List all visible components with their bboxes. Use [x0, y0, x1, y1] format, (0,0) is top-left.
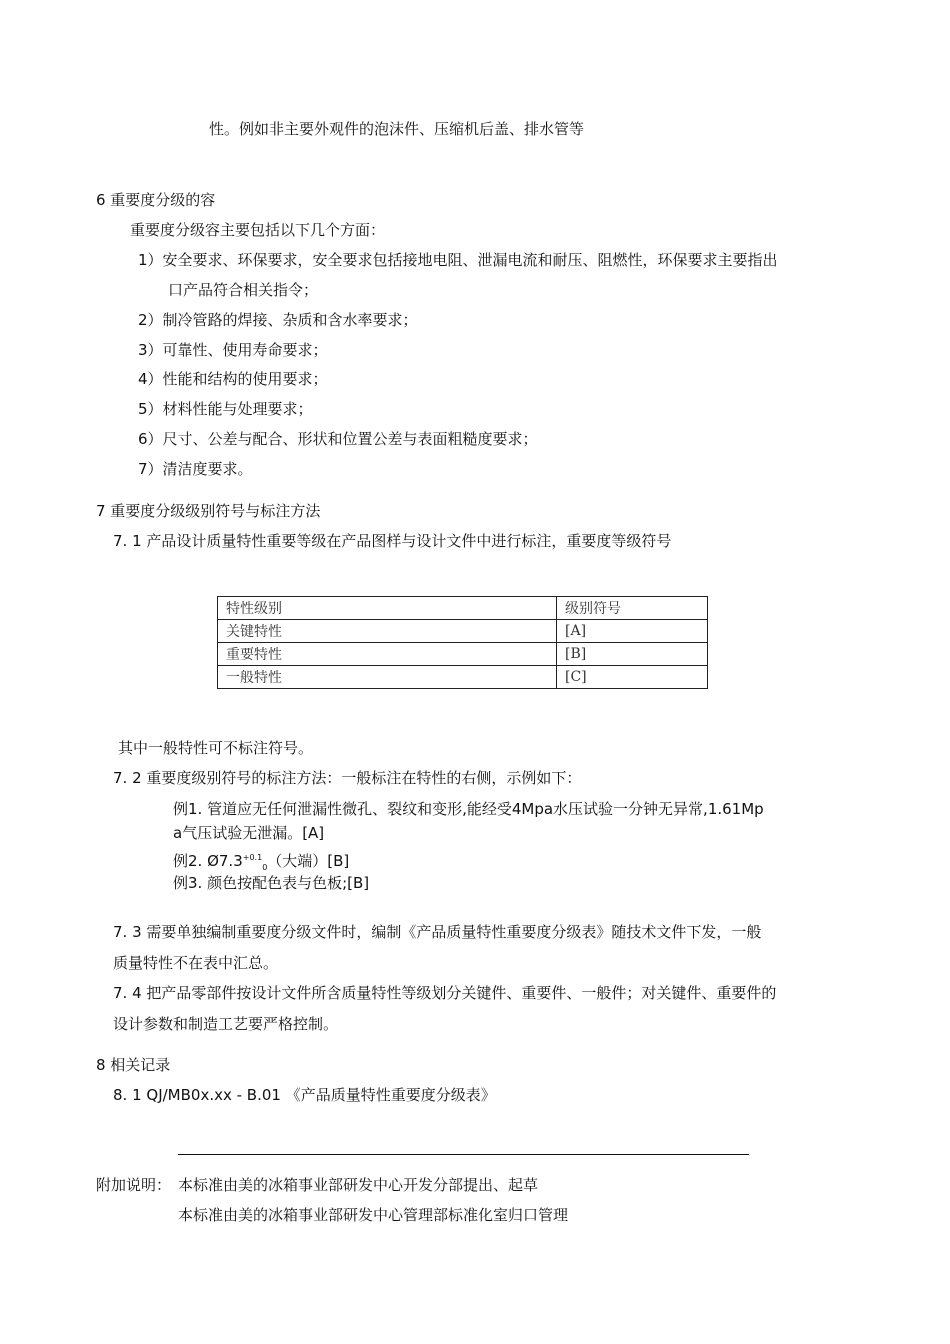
table-note: 其中一般特性可不标注符号。 [118, 739, 314, 757]
list-item: 5）材料性能与处理要求； [138, 400, 313, 418]
table-cell: 重要特性 [218, 643, 557, 666]
table-row [218, 666, 708, 689]
section-6-intro: 重要度分级容主要包括以下几个方面： [130, 221, 386, 239]
grade-table [217, 596, 708, 689]
list-item: 6）尺寸、公差与配合、形状和位置公差与表面粗糙度要求； [138, 430, 538, 448]
section-8-title: 8 相关记录 [96, 1056, 171, 1074]
footer-label: 附加说明： [96, 1176, 172, 1194]
footer-line-1: 本标准由美的冰箱事业部研发中心开发分部提出、起草 [178, 1176, 539, 1194]
table-header: 特性级别 [218, 597, 557, 620]
list-item: 4）性能和结构的使用要求； [138, 370, 328, 388]
example-2-prefix: 例2. Ø7.3 [173, 852, 243, 870]
footer-divider [178, 1154, 749, 1155]
top-continuation: 性。例如非主要外观件的泡沫件、压缩机后盖、排水管等 [209, 120, 585, 138]
list-item: 2）制冷管路的焊接、杂质和含水率要求； [138, 311, 418, 329]
section-7-2: 7. 2 重要度级别符号的标注方法：一般标注在特性的右侧，示例如下： [113, 769, 582, 787]
footer-line-2: 本标准由美的冰箱事业部研发中心管理部标准化室归口管理 [178, 1206, 569, 1224]
table-header: 级别符号 [557, 597, 708, 620]
list-item: 7）清洁度要求。 [138, 460, 253, 478]
list-item: 口产品符合相关指令； [168, 281, 319, 299]
list-item: 3）可靠性、使用寿命要求； [138, 341, 328, 359]
table-row [218, 643, 708, 666]
section-6-title: 6 重要度分级的容 [96, 191, 216, 209]
section-8-1: 8. 1 QJ/MB0x.xx - B.01 《产品质量特性重要度分级表》 [113, 1086, 496, 1104]
table-cell: 一般特性 [218, 666, 557, 689]
section-7-1: 7. 1 产品设计质量特性重要等级在产品图样与设计文件中进行标注，重要度等级符号 [113, 532, 672, 550]
tolerance-lower: 0 [262, 863, 268, 872]
section-7-4-line-1: 7. 4 把产品零部件按设计文件所含质量特性等级划分关键件、重要件、一般件；对关键件、重要件的 [113, 984, 777, 1002]
table-cell: 关键特性 [218, 620, 557, 643]
section-7-3-line-2: 质量特性不在表中汇总。 [113, 954, 279, 972]
section-7-4-line-2: 设计参数和制造工艺要严格控制。 [113, 1015, 339, 1033]
example-3: 例3. 颜色按配色表与色板;[B] [173, 874, 370, 892]
example-1-line-2: a气压试验无泄漏。[A] [173, 824, 325, 842]
table-header-row [218, 597, 708, 620]
table-row [218, 620, 708, 643]
table-cell: [A] [557, 620, 708, 643]
table-cell: [B] [557, 643, 708, 666]
section-7-3-line-1: 7. 3 需要单独编制重要度分级文件时，编制《产品质量特性重要度分级表》随技术文件下发，一般 [113, 923, 762, 941]
example-2-suffix: （大端）[B] [267, 852, 350, 870]
example-1-line-1: 例1. 管道应无任何泄漏性微孔、裂纹和变形,能经受4Mpa水压试验一分钟无异常,1.61Mp [173, 800, 764, 818]
tolerance-upper: +0.1 [242, 853, 263, 862]
list-item: 1）安全要求、环保要求，安全要求包括接地电阻、泄漏电流和耐压、阻燃性，环保要求主要指出 [138, 251, 778, 269]
section-7-title: 7 重要度分级级别符号与标注方法 [96, 502, 321, 520]
table-cell: [C] [557, 666, 708, 689]
